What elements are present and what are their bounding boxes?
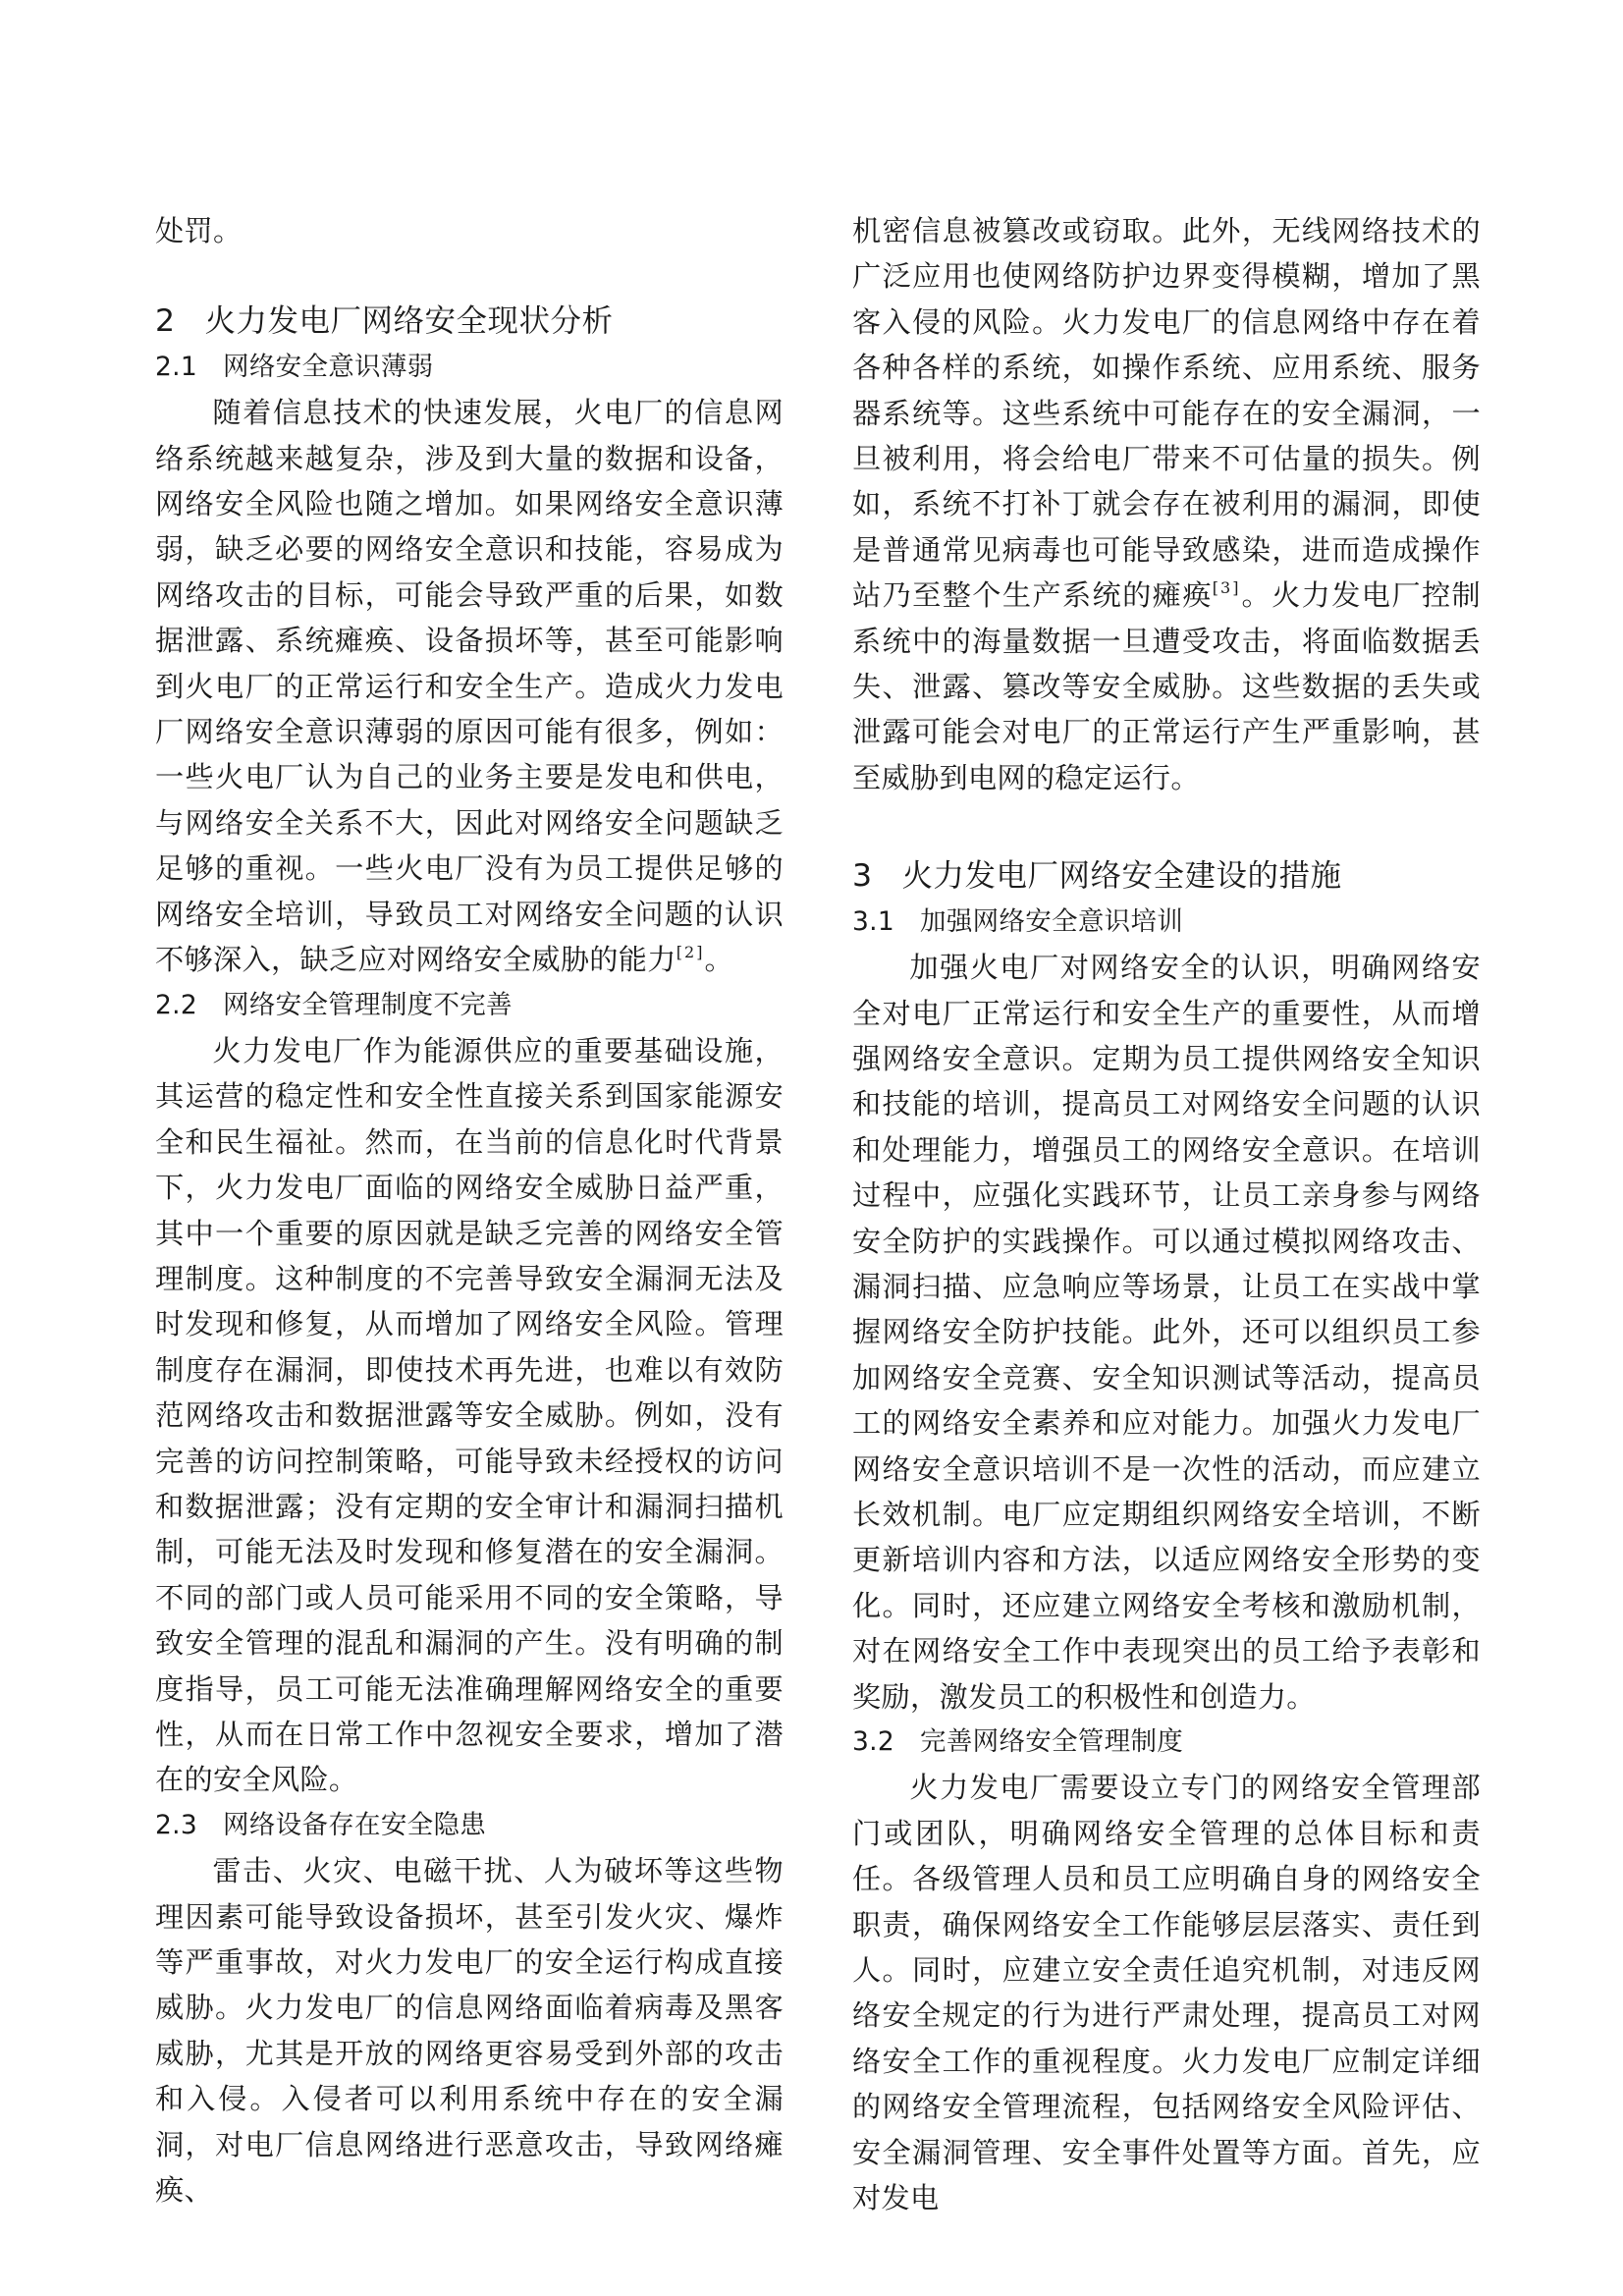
paragraph-2-2: 火力发电厂作为能源供应的重要基础设施，其运营的稳定性和安全性直接关系到国家能源安全和民生福祉。然而，在当前的信息化时代背景下，火力发电厂面临的网络安全威胁日益严重，其中一个重要的原因就是缺乏完善的网络安全管理制度。这种制度的不完善导致安全漏洞无法及时发现和修复，从而增加了网络安全风险。管理制度存在漏洞，即使技术再先进，也难以有效防范网络攻击和数据泄露等安全威胁。例如，没有完善的访问控制策略，可能导致未经授权的访问和数据泄露；没有定期的安全审计和漏洞扫描机制，可能无法及时发现和修复潜在的安全漏洞。不同的部门或人员可能采用不同的安全策略，导致安全管理的混乱和漏洞的产生。没有明确的制度指导，员工可能无法准确理解网络安全的重要性，从而在日常工作中忽视安全要求，增加了潜在的安全风险。	[155, 1033, 784, 1797]
paragraph-text: 机密信息被篡改或窃取。此外，无线网络技术的广泛应用也使网络防护边界变得模糊，增加了黑客入侵的风险。火力发电厂的信息网络中存在着各种各样的系统，如操作系统、应用系统、服务器系统等。这些系统中可能存在的安全漏洞，一旦被利用，将会给电厂带来不可估量的损失。例如，系统不打补丁就会存在被利用的漏洞，即使是普通常见病毒也可能导致感染，进而造成操作站乃至整个生产系统的瘫痪	[852, 214, 1481, 613]
subsection-title: 网络设备存在安全隐患	[223, 1809, 487, 1840]
section-title: 火力发电厂网络安全现状分析	[204, 303, 614, 340]
citation-ref: [3]	[1212, 578, 1241, 598]
subsection-number: 2.3	[155, 1809, 198, 1840]
subsection-2-3-heading	[155, 1803, 784, 1848]
paragraph-3-1: 加强火电厂对网络安全的认识，明确网络安全对电厂正常运行和安全生产的重要性，从而增强网络安全意识。定期为员工提供网络安全知识和技能的培训，提高员工对网络安全问题的认识和处理能力，增强员工的网络安全意识。在培训过程中，应强化实践环节，让员工亲身参与网络安全防护的实践操作。可以通过模拟网络攻击、漏洞扫描、应急响应等场景，让员工在实战中掌握网络安全防护技能。此外，还可以组织员工参加网络安全竞赛、安全知识测试等活动，提高员工的网络安全素养和应对能力。加强火力发电厂网络安全意识培训不是一次性的活动，而应建立长效机制。电厂应定期组织网络安全培训，不断更新培训内容和方法，以适应网络安全形势的变化。同时，还应建立网络安全考核和激励机制，对在网络安全工作中表现突出的员工给予表彰和奖励，激发员工的积极性和创造力。	[852, 951, 1481, 1714]
carry-over-paragraph: 处罚。	[155, 214, 243, 247]
paragraph-text: 。火力发电厂控制系统中的海量数据一旦遭受攻击，将面临数据丢失、泄露、篡改等安全威胁。这些数据的丢失或泄露可能会对电厂的正常运行产生严重影响，甚至威胁到电网的稳定运行。	[852, 578, 1481, 794]
subsection-title: 网络安全管理制度不完善	[223, 989, 513, 1020]
section-title: 火力发电厂网络安全建设的措施	[901, 858, 1342, 895]
section-number: 3	[852, 858, 873, 895]
paragraph-2-1	[155, 390, 784, 982]
subsection-2-1-heading	[155, 345, 784, 390]
subsection-3-1-heading	[852, 900, 1481, 945]
subsection-number: 2.1	[155, 351, 198, 382]
subsection-2-2-heading	[155, 983, 784, 1028]
subsection-title: 网络安全意识薄弱	[223, 351, 434, 382]
subsection-title: 加强网络安全意识培训	[920, 905, 1184, 937]
paragraph-3-2: 火力发电厂需要设立专门的网络安全管理部门或团队，明确网络安全管理的总体目标和责任。各级管理人员和员工应明确自身的网络安全职责，确保网络安全工作能够层层落实、责任到人。同时，应建立安全责任追究机制，对违反网络安全规定的行为进行严肃处理，提高员工对网络安全工作的重视程度。火力发电厂应制定详细的网络安全管理流程，包括网络安全风险评估、安全漏洞管理、安全事件处置等方面。首先，应对发电	[852, 1771, 1481, 2215]
carry-over-paragraph	[852, 208, 1481, 800]
section-spacer	[852, 800, 1481, 853]
left-column	[155, 208, 784, 2213]
subsection-number: 2.2	[155, 989, 198, 1020]
section-2-heading	[155, 299, 784, 344]
paragraph-end: 。	[704, 943, 733, 977]
paragraph-text: 随着信息技术的快速发展，火电厂的信息网络系统越来越复杂，涉及到大量的数据和设备，网络安全风险也随之增加。如果网络安全意识薄弱，缺乏必要的网络安全意识和技能，容易成为网络攻击的目标，可能会导致严重的后果，如数据泄露、系统瘫痪、设备损坏等，甚至可能影响到火电厂的正常运行和安全生产。造成火力发电厂网络安全意识薄弱的原因可能有很多，例如：一些火电厂认为自己的业务主要是发电和供电，与网络安全关系不大，因此对网络安全问题缺乏足够的重视。一些火电厂没有为员工提供足够的网络安全培训，导致员工对网络安全问题的认识不够深入，缺乏应对网络安全威胁的能力	[155, 396, 784, 977]
subsection-number: 3.1	[852, 905, 895, 937]
subsection-3-2-heading	[852, 1720, 1481, 1765]
subsection-title: 完善网络安全管理制度	[920, 1726, 1184, 1757]
subsection-number: 3.2	[852, 1726, 895, 1757]
right-column	[852, 208, 1481, 2220]
section-spacer	[155, 253, 784, 299]
citation-ref: [2]	[676, 943, 705, 962]
paragraph-2-3: 雷击、火灾、电磁干扰、人为破坏等这些物理因素可能导致设备损坏，甚至引发火灾、爆炸等严重事故，对火力发电厂的安全运行构成直接威胁。火力发电厂的信息网络面临着病毒及黑客威胁，尤其是开放的网络更容易受到外部的攻击和入侵。入侵者可以利用系统中存在的安全漏洞，对电厂信息网络进行恶意攻击，导致网络瘫痪、	[155, 1854, 784, 2208]
section-3-heading	[852, 853, 1481, 899]
section-number: 2	[155, 303, 176, 340]
